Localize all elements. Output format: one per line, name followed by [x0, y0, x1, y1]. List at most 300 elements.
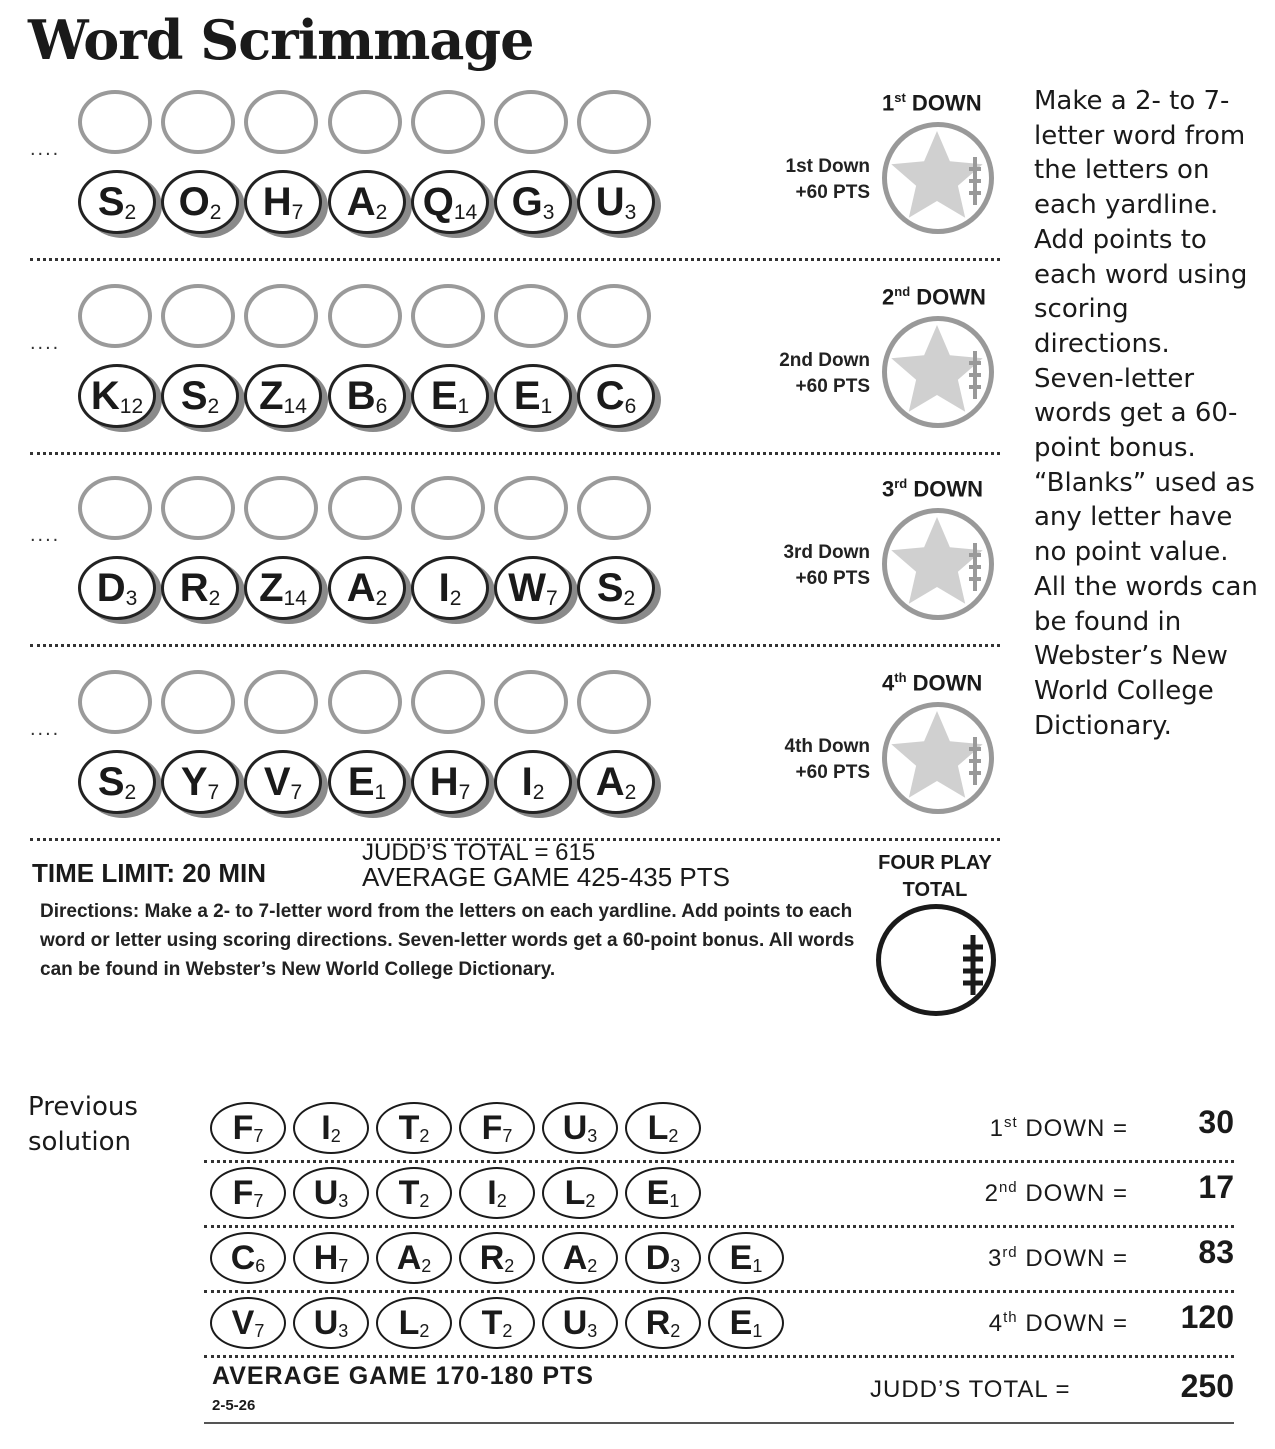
star-icon — [887, 321, 989, 423]
down-text: DOWN — [907, 476, 984, 502]
tile-face — [411, 170, 489, 234]
tile-face — [411, 750, 489, 814]
answer-blank[interactable] — [161, 476, 235, 540]
tile-points: 2 — [330, 1126, 341, 1146]
tile-letter: E — [430, 374, 458, 418]
solution-tile — [459, 1232, 535, 1284]
tile-letter: W — [508, 566, 547, 610]
tile-points: 2 — [419, 1321, 430, 1341]
star-icon — [887, 707, 989, 809]
down-suffix: st — [1003, 1114, 1018, 1131]
letter-tile[interactable] — [78, 170, 160, 240]
bonus-line-1: 4th Down — [784, 736, 870, 757]
tile-points: 2 — [585, 1191, 596, 1211]
tile-letter: R — [645, 1304, 671, 1342]
down-score-circle[interactable] — [882, 702, 994, 814]
tile-letter: I — [438, 566, 450, 610]
tile-points: 3 — [670, 1256, 681, 1276]
letter-tile[interactable] — [78, 556, 160, 626]
tile-face — [328, 556, 406, 620]
tile-points: 7 — [253, 1126, 264, 1146]
tile-points: 1 — [752, 1256, 763, 1276]
letter-tile[interactable] — [244, 556, 326, 626]
tile-face — [494, 170, 572, 234]
letter-tile[interactable] — [494, 556, 576, 626]
tile-face — [244, 556, 322, 620]
tile-letter: E — [347, 760, 375, 804]
answer-blank[interactable] — [577, 670, 651, 734]
answer-blank[interactable] — [494, 90, 568, 154]
down-ordinal: 4 — [988, 1310, 1004, 1337]
answer-blank[interactable] — [244, 670, 318, 734]
tile-letter: S — [97, 760, 125, 804]
solution-divider — [204, 1225, 1234, 1228]
solution-tile — [293, 1297, 369, 1349]
answer-blank[interactable] — [328, 90, 402, 154]
tile-face — [161, 364, 239, 428]
down-label — [882, 670, 982, 696]
solution-divider — [204, 1355, 1234, 1358]
tile-letter: F — [232, 1109, 254, 1147]
answer-blank[interactable] — [78, 284, 152, 348]
tile-letter: A — [396, 1239, 422, 1277]
tile-letter: E — [729, 1239, 753, 1277]
tile-letter: S — [596, 566, 624, 610]
solution-score: 83 — [1198, 1234, 1234, 1270]
tile-points: 2 — [496, 1191, 507, 1211]
solution-tile — [459, 1167, 535, 1219]
previous-average-game: AVERAGE GAME 170-180 PTS — [212, 1362, 594, 1390]
tile-letter: D — [96, 566, 126, 610]
row-lead-dots: .... — [30, 138, 61, 160]
solution-tile — [459, 1297, 535, 1349]
page-title: Word Scrimmage — [28, 8, 534, 72]
tile-letter: U — [595, 180, 625, 224]
solution-score: 120 — [1180, 1299, 1234, 1335]
tile-points: 2 — [670, 1321, 681, 1341]
bonus-line-2: +60 PTS — [795, 376, 870, 397]
tile-points: 1 — [374, 780, 387, 804]
down-suffix: rd — [1002, 1244, 1018, 1261]
tile-face — [328, 170, 406, 234]
letter-tile[interactable] — [161, 750, 243, 820]
tile-points: 7 — [338, 1256, 349, 1276]
tile-face — [244, 364, 322, 428]
letter-tile[interactable] — [244, 364, 326, 434]
tile-letter: S — [97, 180, 125, 224]
solution-tile — [210, 1232, 286, 1284]
down-text: DOWN = — [1017, 1310, 1128, 1337]
bonus-label — [750, 154, 870, 206]
down-text: DOWN = — [1017, 1245, 1128, 1272]
solution-down-label — [928, 1179, 1128, 1208]
solution-down-label — [928, 1114, 1128, 1143]
tile-points: 7 — [290, 780, 303, 804]
solution-tile — [210, 1102, 286, 1154]
tile-points: 2 — [532, 780, 545, 804]
tile-letter: A — [562, 1239, 588, 1277]
tile-points: 14 — [283, 394, 307, 418]
answer-blank[interactable] — [494, 476, 568, 540]
solution-tile — [625, 1297, 701, 1349]
tile-letter: T — [398, 1109, 420, 1147]
tile-face — [78, 750, 156, 814]
down-text: DOWN = — [1017, 1180, 1128, 1207]
solution-tile — [625, 1167, 701, 1219]
letter-tile[interactable] — [494, 364, 576, 434]
tile-points: 1 — [540, 394, 553, 418]
tile-letter: Z — [259, 566, 284, 610]
answer-blank[interactable] — [328, 670, 402, 734]
tile-points: 3 — [587, 1321, 598, 1341]
solution-tile — [625, 1102, 701, 1154]
tile-face — [161, 556, 239, 620]
letter-tile[interactable] — [411, 556, 493, 626]
bonus-line-2: +60 PTS — [795, 568, 870, 589]
down-text: DOWN — [910, 284, 986, 310]
tile-points: 1 — [457, 394, 470, 418]
tile-letter: Q — [422, 180, 454, 224]
tile-face — [411, 364, 489, 428]
tile-letter: E — [646, 1174, 670, 1212]
tile-points: 2 — [502, 1321, 513, 1341]
tile-letter: I — [321, 1109, 331, 1147]
tile-letter: Y — [180, 760, 208, 804]
letter-tile[interactable] — [78, 364, 160, 434]
average-game: AVERAGE GAME 425-435 PTS — [362, 862, 730, 892]
solution-tile — [293, 1102, 369, 1154]
four-play-total-circle[interactable] — [876, 904, 996, 1016]
tile-letter: G — [511, 180, 543, 224]
tile-points: 2 — [375, 200, 388, 224]
solution-tile — [542, 1167, 618, 1219]
star-icon — [887, 513, 989, 615]
down-suffix: nd — [998, 1179, 1018, 1196]
solution-tile — [376, 1102, 452, 1154]
four-play-total-label — [872, 850, 998, 904]
tile-points: 2 — [124, 200, 137, 224]
tile-letter: L — [398, 1304, 420, 1342]
yardline-divider — [30, 452, 1000, 455]
tile-points: 2 — [375, 586, 388, 610]
letter-tile[interactable] — [577, 556, 659, 626]
tile-face — [494, 556, 572, 620]
letter-tile[interactable] — [494, 170, 576, 240]
answer-blank[interactable] — [411, 284, 485, 348]
solution-tile — [542, 1102, 618, 1154]
tile-points: 2 — [124, 780, 137, 804]
letter-tile[interactable] — [328, 170, 410, 240]
tile-points: 3 — [338, 1321, 349, 1341]
answer-blank[interactable] — [161, 90, 235, 154]
tile-points: 2 — [449, 586, 462, 610]
tile-face — [161, 750, 239, 814]
tile-letter: R — [179, 566, 209, 610]
tile-letter: U — [313, 1304, 339, 1342]
tile-points: 2 — [207, 394, 220, 418]
tile-points: 7 — [207, 780, 220, 804]
yardline-divider — [30, 258, 1000, 261]
down-label — [882, 476, 983, 502]
solution-tile — [293, 1167, 369, 1219]
tile-letter: T — [398, 1174, 420, 1212]
tile-letter: V — [263, 760, 291, 804]
solution-tile — [459, 1102, 535, 1154]
tile-points: 2 — [623, 586, 636, 610]
tile-letter: U — [313, 1174, 339, 1212]
down-ordinal: 3 — [882, 476, 895, 502]
tile-face — [328, 750, 406, 814]
tile-letter: C — [595, 374, 625, 418]
tile-face — [78, 364, 156, 428]
tile-points: 7 — [254, 1321, 265, 1341]
solution-tile — [625, 1232, 701, 1284]
bottom-rule — [204, 1422, 1234, 1424]
answer-blank[interactable] — [78, 476, 152, 540]
four-play-line-1: FOUR PLAY — [878, 852, 992, 874]
solution-tile — [293, 1232, 369, 1284]
bonus-label — [750, 540, 870, 592]
tile-points: 2 — [624, 780, 637, 804]
answer-blank[interactable] — [411, 90, 485, 154]
tile-face — [577, 556, 655, 620]
letter-tile[interactable] — [411, 364, 493, 434]
previous-label-line-2: solution — [28, 1127, 131, 1157]
down-suffix: rd — [894, 476, 908, 491]
solution-tile — [708, 1232, 784, 1284]
tile-points: 2 — [668, 1126, 679, 1146]
tile-points: 3 — [587, 1126, 598, 1146]
tile-letter: U — [562, 1109, 588, 1147]
down-text: DOWN — [906, 670, 983, 696]
letter-tile[interactable] — [494, 750, 576, 820]
tile-face — [411, 556, 489, 620]
letter-tile[interactable] — [328, 556, 410, 626]
answer-blank[interactable] — [161, 284, 235, 348]
answer-blank[interactable] — [244, 284, 318, 348]
answer-blank[interactable] — [161, 670, 235, 734]
down-suffix: th — [894, 670, 907, 685]
previous-judds-total-value: 250 — [1180, 1368, 1234, 1404]
answer-blank[interactable] — [328, 284, 402, 348]
solution-tile — [376, 1297, 452, 1349]
solution-tile — [210, 1297, 286, 1349]
tile-letter: R — [479, 1239, 505, 1277]
solution-tile — [542, 1297, 618, 1349]
answer-blank[interactable] — [494, 670, 568, 734]
down-text: DOWN — [905, 90, 982, 116]
solution-score: 30 — [1198, 1104, 1234, 1140]
answer-blank[interactable] — [577, 476, 651, 540]
tile-points: 2 — [209, 200, 222, 224]
row-lead-dots: .... — [30, 524, 61, 546]
letter-tile[interactable] — [577, 364, 659, 434]
tile-letter: U — [562, 1304, 588, 1342]
letter-tile[interactable] — [411, 750, 493, 820]
down-ordinal: 4 — [882, 670, 895, 696]
tile-points: 7 — [253, 1191, 264, 1211]
tile-face — [244, 750, 322, 814]
letter-tile[interactable] — [577, 170, 659, 240]
tile-face — [494, 364, 572, 428]
letter-tile[interactable] — [328, 750, 410, 820]
tile-points: 1 — [752, 1321, 763, 1341]
tile-letter: A — [346, 566, 376, 610]
tile-letter: L — [647, 1109, 669, 1147]
solution-tile — [210, 1167, 286, 1219]
solution-tile — [542, 1232, 618, 1284]
letter-tile[interactable] — [411, 170, 493, 240]
tile-points: 2 — [419, 1126, 430, 1146]
solution-tile — [376, 1167, 452, 1219]
solution-divider — [204, 1160, 1234, 1163]
answer-blank[interactable] — [78, 90, 152, 154]
previous-label-line-1: Previous — [28, 1092, 138, 1122]
letter-tile[interactable] — [161, 170, 243, 240]
tile-letter: I — [487, 1174, 497, 1212]
answer-blank[interactable] — [577, 284, 651, 348]
tile-face — [577, 170, 655, 234]
tile-points: 2 — [504, 1256, 515, 1276]
tile-letter: I — [521, 760, 533, 804]
tile-letter: V — [231, 1304, 255, 1342]
down-ordinal: 1 — [882, 90, 895, 116]
tile-letter: E — [729, 1304, 753, 1342]
tile-face — [577, 364, 655, 428]
tile-points: 7 — [458, 780, 471, 804]
yardline-divider — [30, 644, 1000, 647]
down-ordinal: 2 — [882, 284, 895, 310]
tile-letter: O — [178, 180, 210, 224]
star-icon — [887, 127, 989, 229]
down-ordinal: 2 — [984, 1180, 999, 1207]
tile-points: 2 — [208, 586, 221, 610]
tile-letter: F — [232, 1174, 254, 1212]
letter-tile[interactable] — [78, 750, 160, 820]
tile-letter: S — [180, 374, 208, 418]
solution-tile — [708, 1297, 784, 1349]
tile-letter: H — [313, 1239, 339, 1277]
tile-letter: H — [429, 760, 459, 804]
answer-blank[interactable] — [244, 476, 318, 540]
tile-points: 14 — [283, 586, 307, 610]
tile-points: 2 — [421, 1256, 432, 1276]
tile-letter: E — [513, 374, 541, 418]
tile-points: 7 — [546, 586, 558, 610]
down-ordinal: 1 — [989, 1115, 1004, 1142]
solution-tile — [376, 1232, 452, 1284]
letter-tile[interactable] — [161, 364, 243, 434]
down-score-circle[interactable] — [882, 316, 994, 428]
solution-down-label — [928, 1244, 1128, 1273]
tile-letter: K — [90, 374, 120, 418]
tile-points: 3 — [125, 586, 138, 610]
down-suffix: nd — [894, 284, 911, 299]
tile-letter: L — [564, 1174, 586, 1212]
down-suffix: st — [894, 90, 906, 105]
down-score-circle[interactable] — [882, 122, 994, 234]
down-label — [882, 284, 986, 310]
tile-face — [577, 750, 655, 814]
row-lead-dots: .... — [30, 718, 61, 740]
tile-points: 2 — [587, 1256, 598, 1276]
tile-letter: A — [595, 760, 625, 804]
bonus-label — [750, 348, 870, 400]
letter-tile[interactable] — [161, 556, 243, 626]
tile-points: 3 — [542, 200, 555, 224]
time-limit: TIME LIMIT: 20 MIN — [32, 858, 266, 888]
bonus-line-1: 1st Down — [785, 156, 870, 177]
tile-face — [328, 364, 406, 428]
tile-face — [244, 170, 322, 234]
tile-letter: C — [230, 1239, 256, 1277]
down-text: DOWN = — [1017, 1115, 1128, 1142]
previous-judds-total-label: JUDD’S TOTAL = — [870, 1376, 1071, 1403]
letter-tile[interactable] — [244, 750, 326, 820]
tile-points: 12 — [119, 394, 144, 418]
answer-blank[interactable] — [328, 476, 402, 540]
bonus-line-1: 3rd Down — [783, 542, 870, 563]
solution-down-label — [928, 1309, 1128, 1338]
bonus-line-2: +60 PTS — [795, 182, 870, 203]
tile-face — [161, 170, 239, 234]
tile-points: 7 — [502, 1126, 513, 1146]
answer-blank[interactable] — [411, 670, 485, 734]
tile-letter: D — [645, 1239, 671, 1277]
down-label — [882, 90, 982, 116]
tile-letter: H — [262, 180, 292, 224]
answer-blank[interactable] — [411, 476, 485, 540]
tile-letter: F — [481, 1109, 503, 1147]
tile-points: 14 — [453, 200, 478, 224]
answer-blank[interactable] — [244, 90, 318, 154]
letter-tile[interactable] — [244, 170, 326, 240]
letter-tile[interactable] — [577, 750, 659, 820]
row-lead-dots: .... — [30, 332, 61, 354]
previous-solution-label — [28, 1090, 138, 1160]
bonus-line-1: 2nd Down — [779, 350, 870, 371]
solution-score: 17 — [1198, 1169, 1234, 1205]
answer-blank[interactable] — [577, 90, 651, 154]
bonus-line-2: +60 PTS — [795, 762, 870, 783]
tile-points: 7 — [291, 200, 304, 224]
answer-blank[interactable] — [494, 284, 568, 348]
football-laces-icon — [963, 935, 993, 995]
four-play-line-2: TOTAL — [902, 879, 968, 901]
down-suffix: th — [1003, 1309, 1018, 1326]
judds-total: JUDD’S TOTAL = 615 — [362, 839, 596, 866]
letter-tile[interactable] — [328, 364, 410, 434]
directions-text: Directions: Make a 2- to 7-letter word from the letters on each yardline. Add points to each word or letter using scoring directions. Seven-letter words get a 60-point bonus. All words can be found in Webster’s New World College Dictionary. — [40, 901, 855, 980]
answer-blank[interactable] — [78, 670, 152, 734]
tile-letter: T — [481, 1304, 503, 1342]
tile-points: 6 — [375, 394, 388, 418]
tile-points: 1 — [669, 1191, 680, 1211]
down-ordinal: 3 — [987, 1245, 1003, 1272]
solution-divider — [204, 1290, 1234, 1293]
tile-face — [78, 170, 156, 234]
down-score-circle[interactable] — [882, 508, 994, 620]
tile-points: 6 — [624, 394, 637, 418]
tile-letter: B — [346, 374, 376, 418]
tile-points: 2 — [419, 1191, 430, 1211]
tile-face — [494, 750, 572, 814]
puzzle-date: 2-5-26 — [212, 1397, 256, 1414]
bonus-label — [750, 734, 870, 786]
tile-points: 3 — [624, 200, 637, 224]
tile-points: 6 — [255, 1256, 266, 1276]
tile-letter: Z — [259, 374, 284, 418]
